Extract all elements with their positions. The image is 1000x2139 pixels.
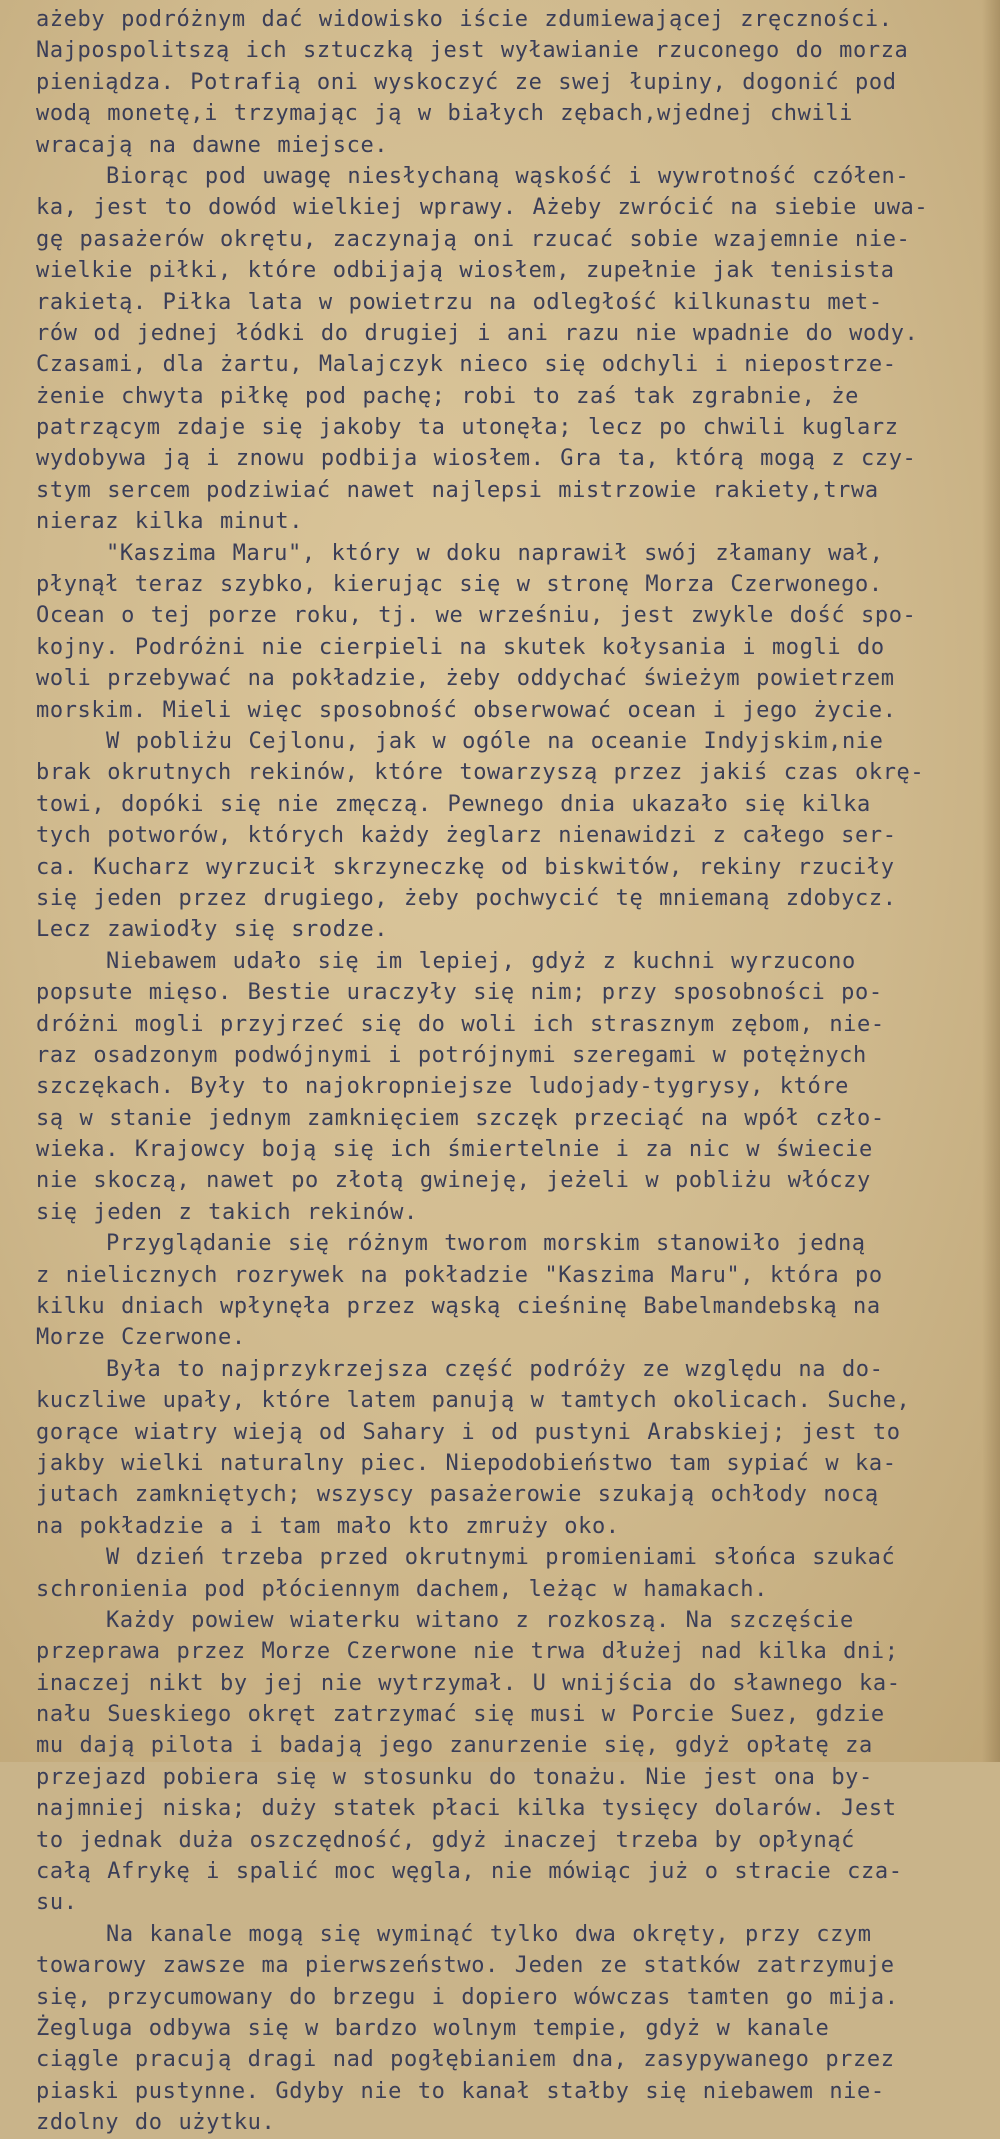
line-text: gorące wiatry wieją od Sahary i od pustyni Arabskiej; jest to (36, 1419, 901, 1445)
text-line (36, 632, 988, 663)
line-text: żenie chwyta piłkę pod pachę; robi to zaś tak zgrabnie, że (36, 383, 860, 409)
line-text: kilku dniach wpłynęła przez wąską cieśninę Babelmandebską na (36, 1294, 881, 1320)
line-text: najmniej niska; duży statek płaci kilka tysięcy dolarów. Jest (36, 1796, 897, 1822)
text-line (36, 883, 988, 914)
line-text: popsute mięso. Bestie uraczyły się nim; przy sposobności po- (36, 980, 883, 1006)
line-text: przeprawa przez Morze Czerwone nie trwa dłużej nad kilka dni; (36, 1639, 899, 1665)
line-text: zdolny do użytku. (36, 2110, 276, 2136)
line-text: wydobywa ją i znowu podbija wiosłem. Gra ta, którą mogą z czy- (36, 446, 917, 472)
text-line (36, 1825, 988, 1856)
text-line (36, 789, 988, 820)
text-line (36, 1605, 988, 1636)
text-line (36, 1982, 988, 2013)
text-line (36, 820, 988, 851)
line-text: Każdy powiew wiaterku witano z rozkoszą. Na szczęście (106, 1607, 854, 1633)
text-line (36, 1636, 988, 1667)
text-line (36, 1574, 988, 1605)
text-line (36, 538, 988, 569)
text-line (36, 349, 988, 380)
line-text: wielkie piłki, które odbijają wiosłem, zupełnie jak tenisista (36, 258, 895, 284)
line-text: wodą monetę,i trzymając ją w białych zębach,wjednej chwili (36, 101, 854, 127)
line-text: Była to najprzykrzejsza część podróży ze względu na do- (106, 1356, 884, 1382)
line-text: tych potworów, których każdy żeglarz nienawidzi z całego ser- (36, 823, 897, 849)
text-line (36, 1950, 988, 1981)
text-line (36, 2013, 988, 2044)
text-line (36, 506, 988, 537)
line-text: morskim. Mieli więc sposobność obserwować ocean i jego życie. (36, 697, 897, 723)
line-text: z nielicznych rozrywek na pokładzie "Kaszima Maru", która po (36, 1262, 883, 1288)
text-line (36, 2076, 988, 2107)
text-line (36, 1479, 988, 1510)
line-text: brak okrutnych rekinów, które towarzyszą przez jakiś czas okrę- (36, 760, 925, 786)
line-text: są w stanie jednym zamknięciem szczęk przeciąć na wpół czło- (36, 1105, 885, 1131)
text-line (36, 287, 988, 318)
line-text: kuczliwe upały, które latem panują w tamtych okolicach. Suche, (36, 1388, 911, 1414)
text-line (36, 1887, 988, 1918)
text-line (36, 1040, 988, 1071)
text-line (36, 1542, 988, 1573)
line-text: W dzień trzeba przed okrutnymi promieniami słońca szukać (106, 1545, 896, 1571)
line-text: patrzącym zdaje się jakoby ta utonęła; lecz po chwili kuglarz (36, 415, 899, 441)
line-text: Niebawem udało się im lepiej, gdyż z kuchni wyrzucono (106, 948, 856, 974)
text-line (36, 1762, 988, 1793)
text-line (36, 852, 988, 883)
text-line (36, 130, 988, 161)
text-line (36, 1260, 988, 1291)
text-line (36, 475, 988, 506)
text-line (36, 914, 988, 945)
line-text: się, przycumowany do brzegu i dopiero wówczas tamten go mija. (36, 1984, 899, 2010)
text-line (36, 1228, 988, 1259)
line-text: to jednak duża oszczędność, gdyż inaczej trzeba by opłynąć (36, 1827, 856, 1853)
text-line (36, 569, 988, 600)
line-text: gę pasażerów okrętu, zaczynają oni rzucać sobie wzajemnie nie- (36, 226, 911, 252)
text-line (36, 1103, 988, 1134)
line-text: jutach zamkniętych; wszyscy pasażerowie szukają ochłody nocą (36, 1482, 879, 1508)
text-line (36, 1919, 988, 1950)
line-text: przejazd pobiera się w stosunku do tonażu. Nie jest ona by- (36, 1764, 873, 1790)
line-text: schronienia pod płóciennym dachem, leżąc w hamakach. (36, 1576, 768, 1602)
line-text: rów od jednej łódki do drugiej i ani razu nie wpadnie do wody. (36, 320, 919, 346)
text-line (36, 1071, 988, 1102)
text-line (36, 224, 988, 255)
line-text: W pobliżu Cejlonu, jak w ogóle na oceanie Indyjskim,nie (106, 728, 884, 754)
text-line (36, 977, 988, 1008)
text-line (36, 695, 988, 726)
line-text: całą Afrykę i spalić moc węgla, nie mówiąc już o stracie cza- (36, 1859, 903, 1885)
line-text: Morze Czerwone. (36, 1325, 246, 1351)
text-line (36, 1165, 988, 1196)
line-text: nieraz kilka minut. (36, 509, 304, 535)
line-text: Lecz zawiodły się srodze. (36, 917, 389, 943)
line-text: kojny. Podróżni nie cierpieli na skutek kołysania i mogli do (36, 634, 885, 660)
line-text: rakietą. Piłka lata w powietrzu na odległość kilkunastu met- (36, 289, 883, 315)
text-line (36, 1448, 988, 1479)
line-text: nału Sueskiego okręt zatrzymać się musi w Porcie Suez, gdzie (36, 1702, 885, 1728)
text-line (36, 1511, 988, 1542)
line-text: wieka. Krajowcy boją się ich śmiertelnie i za nic w świecie (36, 1137, 873, 1163)
line-text: się jeden przez drugiego, żeby pochwycić tę mniemaną zdobycz. (36, 885, 897, 911)
line-text: raz osadzonym podwójnymi i potrójnymi szeregami w potężnych (36, 1042, 867, 1068)
text-line (36, 1793, 988, 1824)
line-text: ażeby podróżnym dać widowisko iście zdumiewającej zręczności. (36, 7, 893, 32)
line-text: szczękach. Były to najokropniejsze ludojady-tygrysy, które (36, 1074, 850, 1100)
line-text: pieniądza. Potrafią oni wyskoczyć ze swej łupiny, dogonić pod (36, 69, 897, 95)
text-line (36, 381, 988, 412)
line-text: nie skoczą, nawet po złotą gwineję, jeżeli w pobliżu włóczy (36, 1168, 871, 1194)
text-line (36, 946, 988, 977)
text-line (36, 255, 988, 286)
line-text: Przyglądanie się różnym tworom morskim stanowiło jedną (106, 1231, 866, 1257)
text-line (36, 35, 988, 66)
text-line (36, 1417, 988, 1448)
text-line (36, 1668, 988, 1699)
line-text: towarowy zawsze ma pierwszeństwo. Jeden ze statków zatrzymuje (36, 1953, 895, 1979)
line-text: płynął teraz szybko, kierując się w stronę Morza Czerwonego. (36, 572, 883, 598)
line-text: woli przebywać na pokładzie, żeby oddychać świeżym powietrzem (36, 666, 895, 692)
line-text: Najpospolitszą ich sztuczką jest wyławianie rzuconego do morza (36, 38, 909, 64)
line-text: towi, dopóki się nie zmęczą. Pewnego dnia ukazało się kilka (36, 791, 871, 817)
line-text: Żegluga odbywa się w bardzo wolnym tempie, gdyż w kanale (36, 2016, 830, 2041)
text-line (36, 1856, 988, 1887)
text-line (36, 726, 988, 757)
text-line (36, 1354, 988, 1385)
line-text: się jeden z takich rekinów. (36, 1199, 418, 1225)
text-line (36, 2044, 988, 2075)
text-line (36, 1730, 988, 1761)
text-line (36, 67, 988, 98)
page-text (36, 4, 988, 2139)
line-text: dróżni mogli przyjrzeć się do woli ich strasznym zębom, nie- (36, 1011, 885, 1037)
text-line (36, 663, 988, 694)
line-text: ca. Kucharz wyrzucił skrzyneczkę od biskwitów, rekiny rzuciły (36, 854, 895, 880)
text-line (36, 1291, 988, 1322)
text-line (36, 1009, 988, 1040)
text-line (36, 192, 988, 223)
line-text: "Kaszima Maru", który w doku naprawił swój złamany wał, (106, 540, 884, 566)
line-text: stym sercem podziwiać nawet najlepsi mistrzowie rakiety,trwa (36, 477, 879, 503)
line-text: jakby wielki naturalny piec. Niepodobieństwo tam sypiać w ka- (36, 1450, 897, 1476)
text-line (36, 757, 988, 788)
line-text: ciągle pracują dragi nad pogłębianiem dna, zasypywanego przez (36, 2047, 895, 2073)
text-line (36, 161, 988, 192)
line-text: Czasami, dla żartu, Malajczyk nieco się odchyli i niepostrze- (36, 352, 897, 378)
text-line (36, 1385, 988, 1416)
text-line (36, 1699, 988, 1730)
line-text: inaczej nikt by jej nie wytrzymał. U wnijścia do sławnego ka- (36, 1670, 901, 1696)
text-line (36, 1134, 988, 1165)
text-line (36, 1322, 988, 1353)
line-text: Biorąc pod uwagę niesłychaną wąskość i wywrotność czółen- (106, 163, 910, 189)
text-line (36, 600, 988, 631)
text-line (36, 4, 988, 35)
text-line (36, 412, 988, 443)
line-text: ka, jest to dowód wielkiej wprawy. Ażeby zwrócić na siebie uwa- (36, 195, 929, 221)
line-text: piaski pustynne. Gdyby nie to kanał stałby się niebawem nie- (36, 2078, 885, 2104)
text-line (36, 2107, 988, 2138)
line-text: Ocean o tej porze roku, tj. we wrześniu, jest zwykle dość spo- (36, 603, 917, 629)
line-text: su. (36, 1890, 78, 1916)
text-line (36, 1197, 988, 1228)
line-text: wracają na dawne miejsce. (36, 132, 389, 158)
text-line (36, 98, 988, 129)
line-text: Na kanale mogą się wyminąć tylko dwa okręty, przy czym (106, 1921, 872, 1947)
line-text: mu dają pilota i badają jego zanurzenie się, gdyż opłatę za (36, 1733, 873, 1759)
line-text: na pokładzie a i tam mało kto zmruży oko. (36, 1513, 620, 1539)
text-line (36, 318, 988, 349)
text-line (36, 443, 988, 474)
